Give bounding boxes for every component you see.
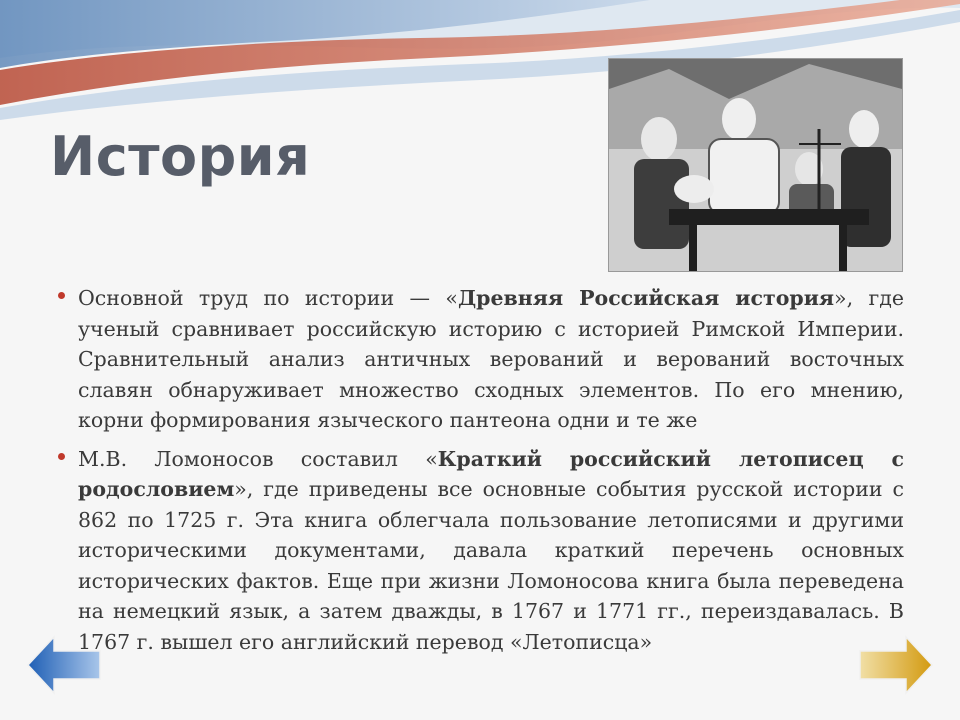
bullet-icon <box>58 453 65 460</box>
previous-slide-button[interactable] <box>26 635 102 695</box>
bullet-item <box>56 283 904 436</box>
arrow-left-icon <box>26 635 102 695</box>
bullet-item <box>56 444 904 658</box>
bullet-book-title: Древняя Российская история <box>457 286 835 310</box>
content-list <box>56 283 904 665</box>
slide-title: История <box>50 125 311 188</box>
bullet-text: », где приведены все основные события русской истории с 862 по 1725 г. Эта книга облегчала пользование летописями и другими историческими документами, давала краткий перечень основных исторических фактов. Еще при жизни Ломоносова книга была переведена на немецкий язык, а затем дважды, в 1767 и 1771 гг., переиздавалась. В 1767 г. вышел его английский перевод «Летописца» <box>78 477 904 654</box>
engraving-illustration-icon <box>608 58 903 272</box>
bullet-text: М.В. Ломоносов составил « <box>78 446 438 471</box>
bullet-text: », где ученый сравнивает российскую историю с историей Римской Империи. Сравнительный анализ античных верований и верований восточных славян обнаруживает множество сходных элементов. По его мнению, корни формирования языческого пантеона одни и те же <box>78 286 904 432</box>
bullet-book-title: Краткий российский летописец с родословием <box>78 446 904 501</box>
arrow-right-icon <box>858 635 934 695</box>
next-slide-button[interactable] <box>858 635 934 695</box>
bullet-text: Основной труд по истории — « <box>78 286 458 310</box>
bullet-icon <box>58 292 65 299</box>
